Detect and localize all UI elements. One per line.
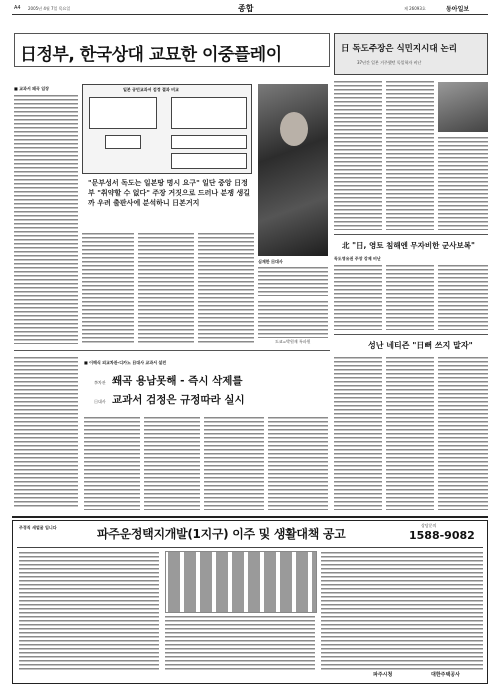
ad-divider xyxy=(12,516,488,518)
middle-article-col-2 xyxy=(84,416,140,510)
side-article-2-col-3 xyxy=(438,264,488,330)
article-body-column-2 xyxy=(82,232,134,344)
side-article-1-col-3 xyxy=(438,136,488,230)
side-headline-1: 日 독도주장은 식민지시대 논리 xyxy=(341,44,457,54)
article-body-column-5 xyxy=(258,300,328,338)
ad-tag: 주경직 새얼굴 입니다 xyxy=(19,525,57,530)
side-article-2-col-1 xyxy=(334,264,382,330)
main-photo xyxy=(258,84,328,256)
side-photo xyxy=(438,82,488,132)
ad-title: 파주운정택지개발(1지구) 이주 및 생활대책 공고 xyxy=(97,527,346,541)
page-number: A4 xyxy=(14,5,21,11)
side-headline-3: 성난 네티즌 "日뻐 쓰지 말자" xyxy=(368,341,473,350)
middle-headline-bottom: 교과서 검정은 규정따라 실시 xyxy=(112,394,245,406)
side-article-3-col-2 xyxy=(386,356,434,510)
divider xyxy=(14,350,330,351)
label-ambassador: 日대사 xyxy=(94,399,106,404)
masthead-logo: 동아일보 xyxy=(446,6,470,13)
headline-frame xyxy=(14,33,330,67)
middle-headline-top: 쐐곡 용남못해 - 즉시 삭제를 xyxy=(112,375,243,387)
chart-cell xyxy=(171,153,247,169)
section-title: 종합 xyxy=(238,4,254,13)
chart-cell xyxy=(105,135,141,149)
side-subhead-1: 37년간 일본 거주했던 독일학자 비난 xyxy=(357,60,422,65)
header-rule xyxy=(12,14,488,15)
side-headline-2: 北 "日, 영토 침해엔 무자비한 군사보복" xyxy=(342,241,475,250)
ad-table xyxy=(165,551,317,613)
side-article-1-col-1 xyxy=(334,80,382,230)
side-article-3-col-3 xyxy=(438,356,488,510)
ad-rule xyxy=(17,547,483,548)
chart-cell xyxy=(89,97,157,129)
photo-caption-text xyxy=(258,266,328,296)
article-body-column-3 xyxy=(138,232,194,344)
ad-org-left: 파주시청 xyxy=(373,672,393,678)
issue-date: 2005년 4월 7일 목요일 xyxy=(28,6,71,11)
middle-article-col-5 xyxy=(268,416,328,510)
main-headline: 日정부, 한국상대 교묘한 이중플레이 xyxy=(20,45,282,65)
middle-article-col-3 xyxy=(144,416,200,510)
ad-block xyxy=(12,520,488,684)
ad-text-col-2 xyxy=(165,615,315,671)
chart-title: 일본 공민교과서 검정 결과 비교 xyxy=(123,87,179,92)
article-kicker: ■ 교과서 왜곡 입장 xyxy=(14,86,50,91)
divider xyxy=(334,334,488,335)
chart-cell xyxy=(171,135,247,149)
label-vice-minister: 李차관 xyxy=(94,380,106,385)
side-kicker-2: 독도영유권 주장 강제 비난 xyxy=(334,256,381,261)
middle-article-col-1 xyxy=(14,356,78,508)
side-article-3-col-1 xyxy=(334,356,382,510)
middle-kicker: ■ 이해식 외교차관-디카노 日대사 교과서 설전 xyxy=(84,360,167,365)
photo-caption: 심재한 日대사 xyxy=(258,259,283,264)
photo-face xyxy=(280,112,308,146)
ad-text-col-1 xyxy=(19,551,159,671)
ad-phone: 1588-9082 xyxy=(409,529,475,542)
article-body-column-1 xyxy=(14,94,78,344)
ad-phone-label: 상담문의 xyxy=(421,523,437,528)
side-article-2-col-2 xyxy=(386,264,434,330)
side-headline-box xyxy=(334,33,488,75)
byline: 도쿄=박원재 특파원 xyxy=(275,339,311,344)
middle-article-col-4 xyxy=(204,416,264,510)
divider xyxy=(334,234,488,235)
ad-text-col-3 xyxy=(321,551,483,671)
comparison-chart xyxy=(82,84,252,174)
ad-org-right: 대한주택공사 xyxy=(431,672,460,678)
pull-quote: "문부성서 독도는 일본땅 명시 요구" 일단 중앙 日정부 "취약할 수 없다" 주장 거짓으로 드러나 분쟁 생길까 우려 출판사에 분석하니 日본거지 xyxy=(88,179,251,207)
article-body-column-4 xyxy=(198,232,254,344)
issue-number: 제 26093호 xyxy=(404,6,426,11)
side-article-1-col-2 xyxy=(386,80,434,230)
chart-cell xyxy=(171,97,247,129)
